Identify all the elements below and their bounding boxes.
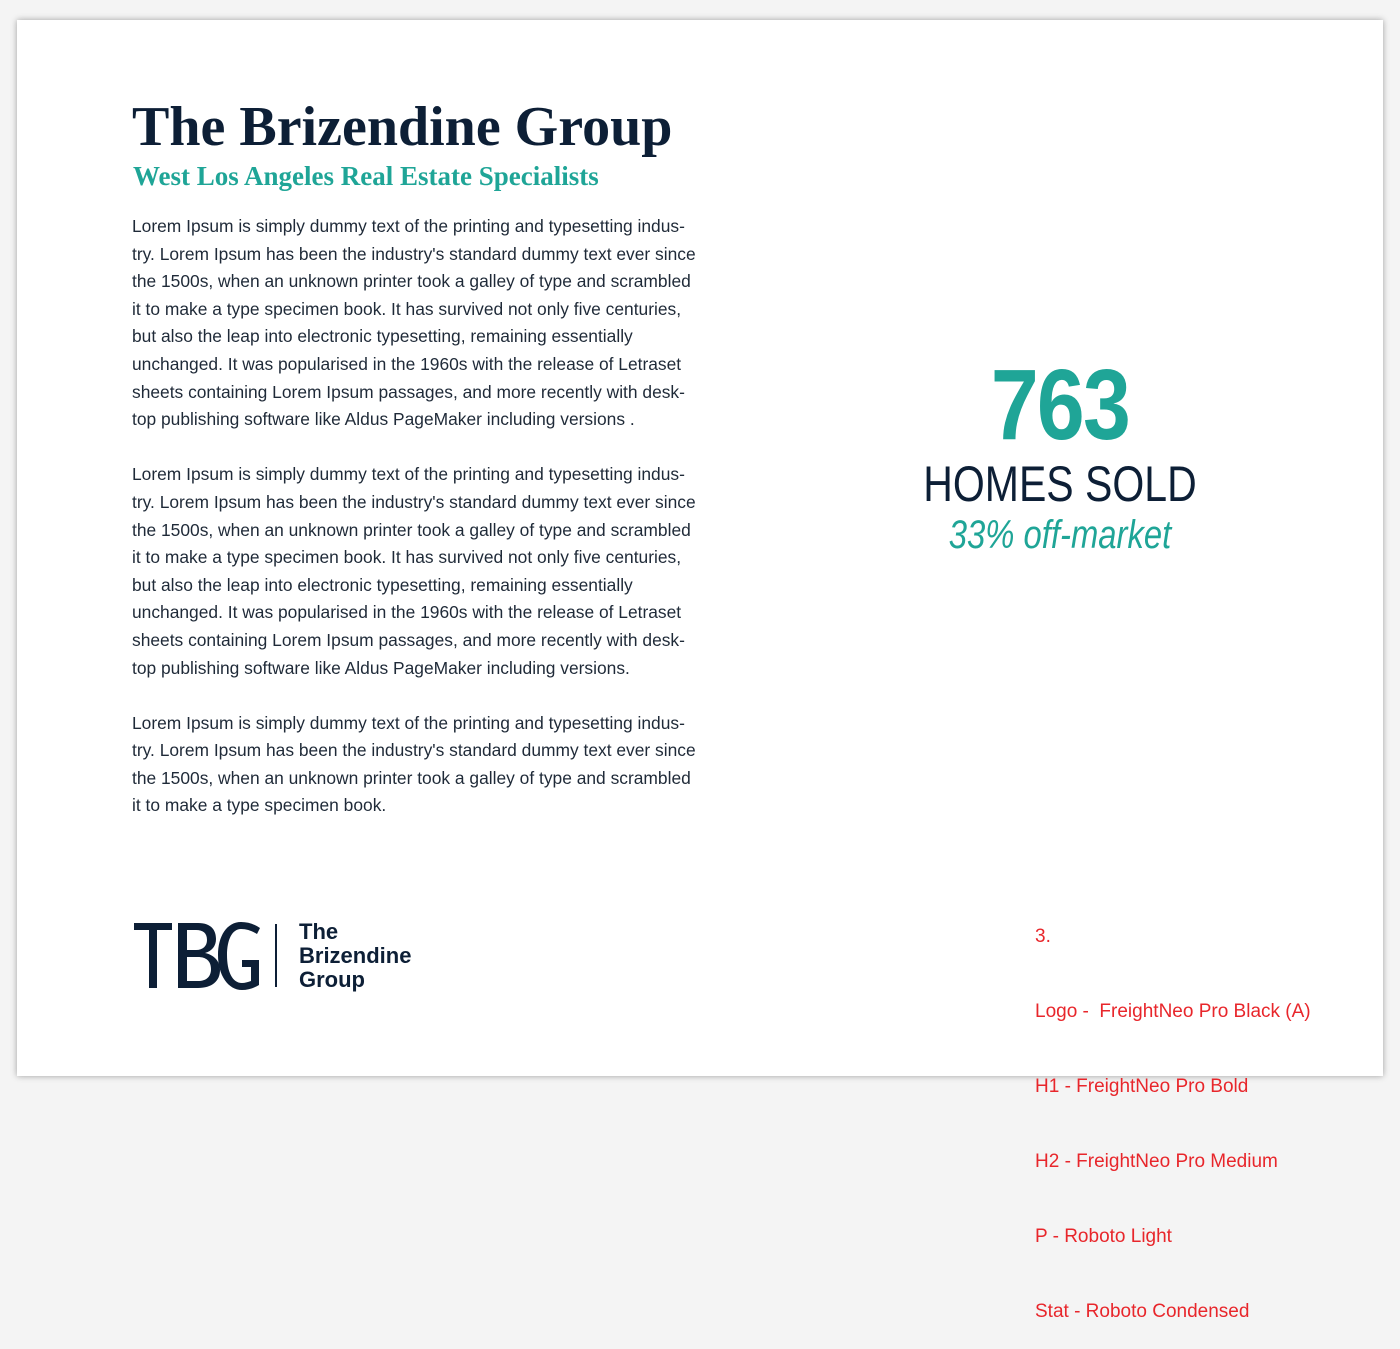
font-note-line: 3.: [1035, 926, 1051, 947]
font-note-line: Stat - Roboto Condensed: [1035, 1301, 1250, 1322]
body-line: Lorem Ipsum is simply dummy text of the printing and typesetting indus-: [132, 464, 685, 485]
body-paragraph: [132, 710, 772, 820]
font-note-line: P - Roboto Light: [1035, 1226, 1172, 1247]
body-line: unchanged. It was popularised in the 1960s with the release of Letraset: [132, 602, 682, 623]
body-line: try. Lorem Ipsum has been the industry's standard dummy text ever since: [132, 243, 696, 264]
body-line: the 1500s, when an unknown printer took a galley of type and scrambled: [132, 519, 691, 540]
stat-number: 763: [990, 349, 1130, 461]
body-line: but also the leap into electronic typesetting, remaining essentially: [132, 326, 633, 347]
body-line: Lorem Ipsum is simply dummy text of the printing and typesetting indus-: [132, 216, 685, 236]
body-line: top publishing software like Aldus PageMaker including versions .: [132, 409, 635, 430]
body-paragraph: [132, 213, 772, 434]
body-line: the 1500s, when an unknown printer took a galley of type and scrambled: [132, 271, 691, 292]
page-title: The Brizendine Group: [132, 96, 673, 158]
logo-wordmark: [299, 920, 411, 992]
body-line: unchanged. It was popularised in the 1960s with the release of Letraset: [132, 353, 682, 374]
font-note-line: H2 - FreightNeo Pro Medium: [1035, 1151, 1278, 1172]
body-text: [132, 213, 772, 848]
body-line: sheets containing Lorem Ipsum passages, and more recently with desk-: [132, 629, 685, 650]
font-note-line: Logo - FreightNeo Pro Black (A): [1035, 1001, 1311, 1022]
logo-wordmark-line: Group: [299, 967, 365, 992]
body-paragraph: [132, 461, 772, 682]
body-line: top publishing software like Aldus PageMaker including versions.: [132, 657, 630, 678]
body-line: Lorem Ipsum is simply dummy text of the printing and typesetting indus-: [132, 712, 685, 733]
tbg-monogram-icon: [132, 918, 264, 994]
body-line: the 1500s, when an unknown printer took a galley of type and scrambled: [132, 767, 691, 788]
stat-label: HOMES SOLD: [923, 456, 1197, 512]
logo-wordmark-line: Brizendine: [299, 943, 412, 968]
body-line: it to make a type specimen book. It has survived not only five centuries,: [132, 547, 682, 568]
page-subtitle: West Los Angeles Real Estate Specialists: [133, 161, 599, 191]
logo-wordmark-line: The: [299, 919, 339, 944]
font-note-line: H1 - FreightNeo Pro Bold: [1035, 1076, 1249, 1097]
stat-block: [860, 350, 1260, 558]
body-line: try. Lorem Ipsum has been the industry's standard dummy text ever since: [132, 740, 696, 761]
stat-sublabel: 33% off-market: [948, 513, 1172, 557]
body-line: it to make a type specimen book. It has survived not only five centuries,: [132, 298, 682, 319]
body-line: but also the leap into electronic typesetting, remaining essentially: [132, 574, 633, 595]
body-line: try. Lorem Ipsum has been the industry's standard dummy text ever since: [132, 491, 696, 512]
font-notes: [1035, 874, 1311, 1349]
body-line: sheets containing Lorem Ipsum passages, and more recently with desk-: [132, 381, 685, 402]
logo-divider: [275, 924, 277, 987]
body-line: it to make a type specimen book.: [132, 795, 387, 816]
